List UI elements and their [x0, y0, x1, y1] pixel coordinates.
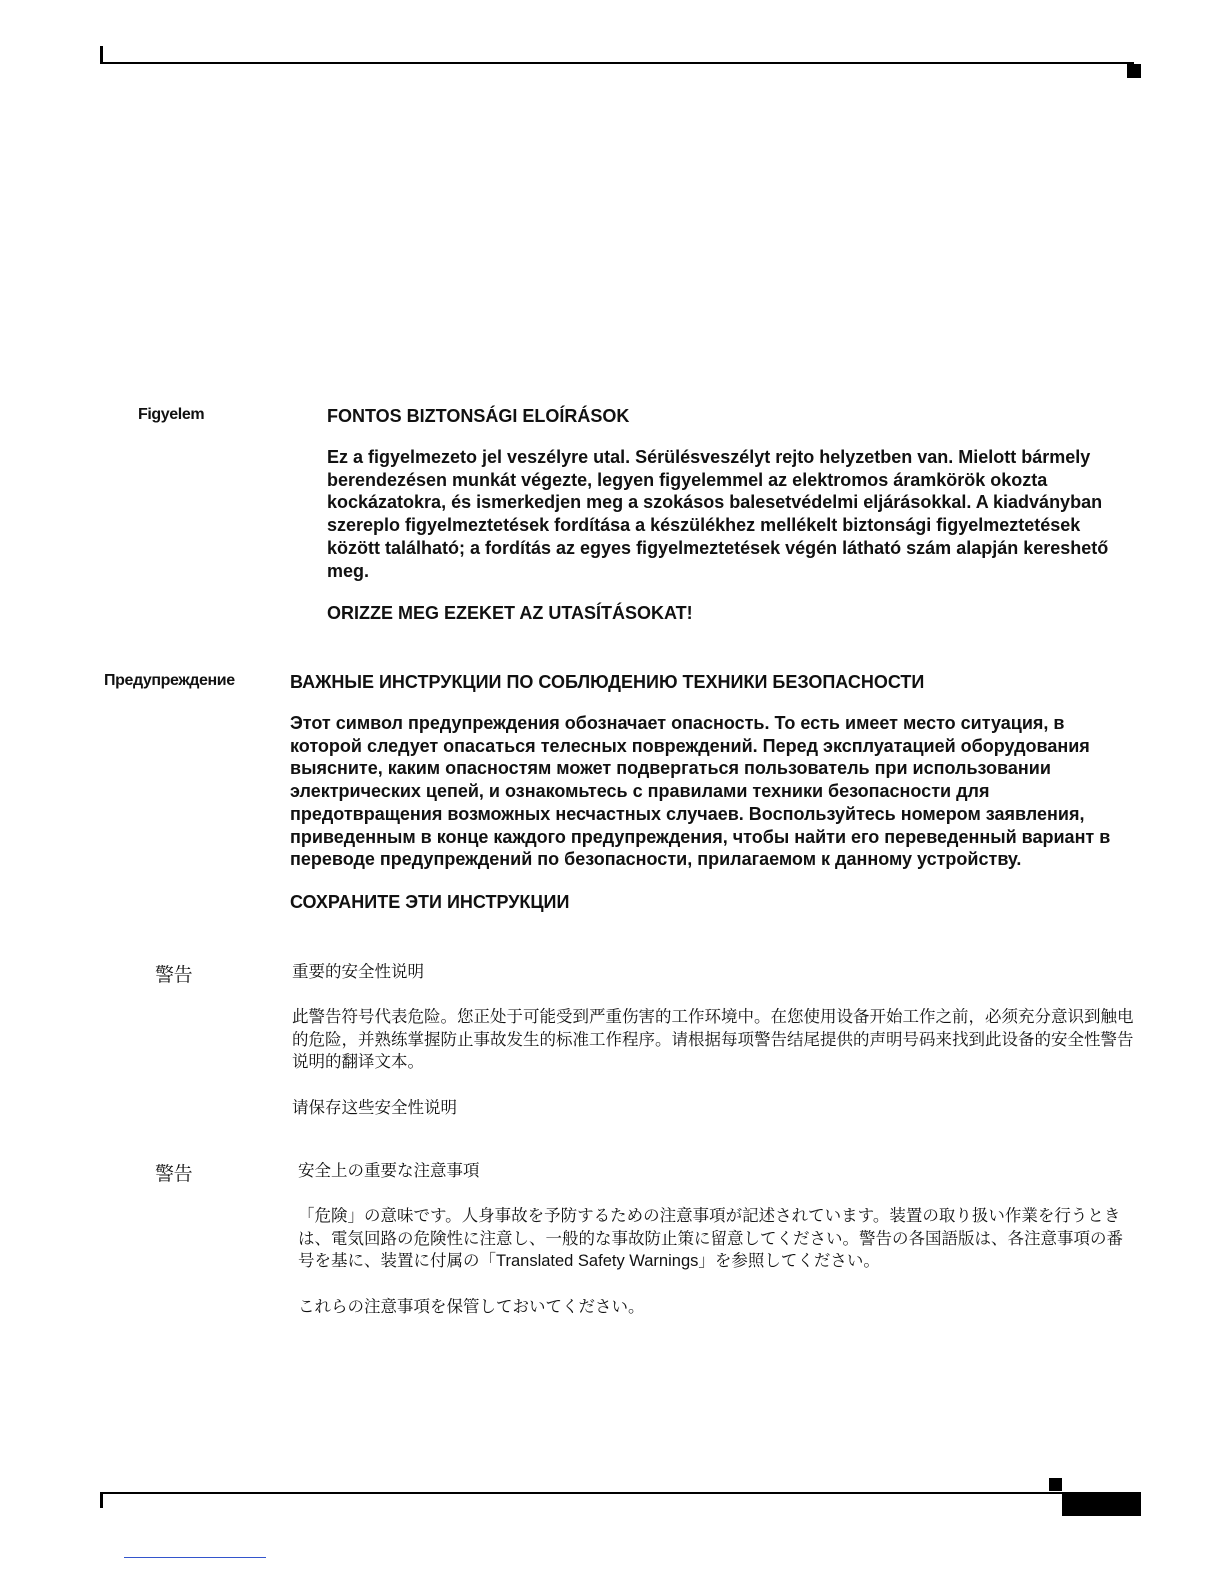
warning-save-instruction: 请保存这些安全性说明 — [292, 1098, 457, 1117]
footer-corner-mark — [1049, 1478, 1062, 1491]
warning-text: Этот символ предупреждения обозначает опасность. То есть имеет место ситуация, в которой следует опасаться телесных повреждений. Перед эксплуатацией оборудования выясните, каким опасностям может подвергаться пользователь при использовании электрических цепей, и ознакомьтесь с правилами техники безопасности для предотвращения возможных несчастных случаев. Воспользуйтесь номером заявления, приведенным в конце каждого предупреждения, чтобы найти его переведенный вариант в переводе предупреждений по безопасности, прилагаемом к данному устройству. — [290, 713, 1111, 870]
warning-body — [292, 960, 1134, 1120]
page-number-tab — [1062, 1492, 1141, 1516]
warning-save-instruction: これらの注意事項を保管しておいてください。 — [298, 1297, 645, 1316]
header-rule — [100, 62, 1134, 64]
warning-save-instruction: ORIZZE MEG EZEKET AZ UTASÍTÁSOKAT! — [327, 603, 693, 624]
warning-text: 「危険」の意味です。人身事故を予防するための注意事項が記述されています。装置の取り扱い作業を行うときは、電気回路の危険性に注意し、一般的な事故防止策に留意してください。警告の各国語版は、各注意事項の番号を基に、装置に付属の「Translated Safety Warnings」を参照してください。 — [298, 1207, 1123, 1270]
warning-body — [298, 1159, 1134, 1319]
warning-text: Ez a figyelmezeto jel veszélyre utal. Sérülésveszélyt rejto helyzetben van. Mielott bármely berendezésen munkát végezte, legyen figyelemmel az elektromos áramkörök okozta kockázatokra, és ismerkedjen meg a szokásos balesetvédelmi eljárásokkal. A kiadványban szereplo figyelmeztetések fordítása a készülékhez mellékelt biztonsági figyelmeztetések között található; a fordítás az egyes figyelmeztetések végén látható szám alapján kereshető meg. — [327, 447, 1109, 581]
warning-save-instruction: СОХРАНИТЕ ЭТИ ИНСТРУКЦИИ — [290, 891, 570, 912]
warning-label: Предупреждение — [104, 672, 235, 689]
warning-body — [290, 670, 1136, 914]
warning-label: Figyelem — [138, 406, 205, 423]
footer-link-underline[interactable] — [124, 1557, 266, 1558]
warning-title: ВАЖНЫЕ ИНСТРУКЦИИ ПО СОБЛЮДЕНИЮ ТЕХНИКИ БЕЗОПАСНОСТИ — [290, 672, 925, 692]
warning-title: 重要的安全性说明 — [292, 963, 424, 981]
warning-text: 此警告符号代表危险。您正处于可能受到严重伤害的工作环境中。在您使用设备开始工作之前，必须充分意识到触电的危险，并熟练掌握防止事故发生的标准工作程序。请根据每项警告结尾提供的声明号码来找到此设备的安全性警告说明的翻译文本。 — [292, 1008, 1134, 1071]
warning-title: FONTOS BIZTONSÁGI ELOÍRÁSOK — [327, 406, 630, 426]
warning-label: 警告 — [155, 1164, 193, 1185]
header-corner-mark — [1127, 64, 1141, 78]
warning-label: 警告 — [155, 965, 193, 986]
warning-title: 安全上の重要な注意事項 — [298, 1162, 480, 1180]
footer-rule — [100, 1492, 1062, 1494]
footer-margin-tick — [100, 1494, 103, 1508]
warning-body — [327, 404, 1117, 625]
